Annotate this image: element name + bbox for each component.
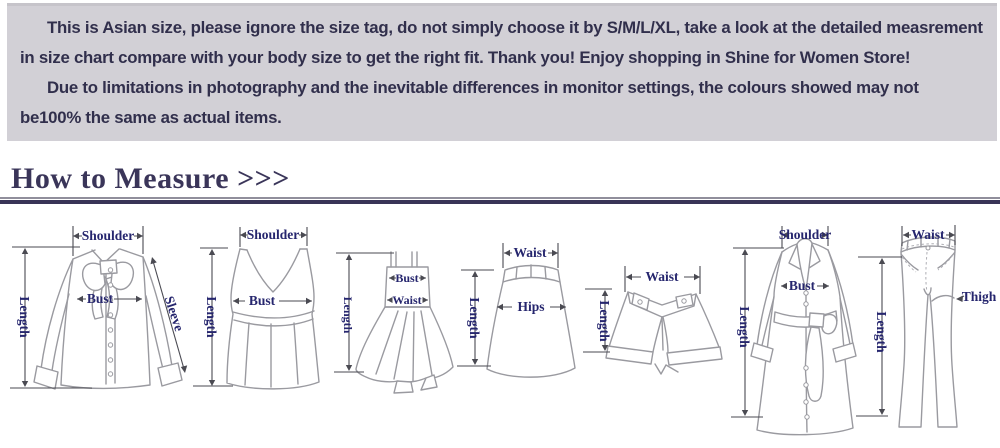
pants-waist-label: Waist: [911, 227, 945, 242]
tank-top-bust-label: Bust: [248, 293, 276, 308]
pants-length-label: Length: [874, 311, 889, 353]
coat-belt: [774, 311, 837, 401]
skirt-length-label: Length: [467, 297, 482, 339]
tank-top-drawing: [227, 249, 319, 389]
skirt-drawing: [487, 265, 575, 377]
diagram-blouse: [10, 226, 187, 389]
blouse-shoulder-label: Shoulder: [81, 228, 135, 243]
notice-paragraph-1: This is Asian size, please ignore the size tag, do not simply choose it by S/M/L/XL, take a look at the detailed measrement in size chart compare with your body size to get the right fit. Thank you! Enjoy shopping in Shine for Women Store!: [20, 18, 983, 67]
diagram-skirt: [457, 243, 575, 377]
measure-diagrams: [0, 210, 1000, 448]
pants-pockets: [901, 252, 955, 270]
tank-top-measurements: [193, 227, 312, 386]
blouse-length-label: Length: [17, 296, 32, 338]
pants-thigh-label: Thigh: [961, 289, 997, 304]
blouse-left-sleeve: [41, 259, 73, 371]
tank-top-vneck: [247, 249, 300, 292]
dress-skirt: [356, 307, 453, 382]
pants-drawing: [899, 237, 957, 427]
notice-paragraph-2: Due to limitations in photography and the inevitable differences in monitor settings, the colours showed may not be100% the same as actual items.: [20, 78, 919, 127]
coat-shoulder-label: Shoulder: [778, 227, 832, 242]
blouse-drawing: [34, 249, 182, 389]
dress-bust-label: Bust: [395, 271, 419, 285]
coat-length-label: Length: [737, 306, 752, 348]
dress-waist-label: Waist: [392, 293, 422, 307]
blouse-buttons: [108, 268, 112, 376]
diagram-shorts: [583, 266, 722, 374]
coat-right-sleeve: [828, 250, 853, 350]
blouse-bow: [83, 260, 134, 319]
tank-top-shoulder-label: Shoulder: [246, 227, 300, 242]
tank-top-length-label: Length: [204, 296, 219, 338]
blouse-sleeve-label: Sleeve: [161, 294, 187, 334]
section-rule-light: [0, 197, 1000, 199]
shorts-drawing: [606, 292, 722, 374]
tank-top-outline: [227, 249, 319, 389]
notice-box: [7, 3, 997, 141]
pants-legs: [899, 250, 957, 427]
diagram-coat: [731, 226, 856, 435]
shorts-waist-label: Waist: [645, 269, 679, 284]
coat-bust-label: Bust: [788, 278, 816, 293]
coat-drawing: [751, 239, 856, 435]
blouse-bust-label: Bust: [86, 291, 114, 306]
section-title: How to Measure >>>: [11, 162, 290, 195]
diagram-dress: [334, 252, 453, 393]
section-rule-dark: [0, 200, 1000, 204]
shorts-length-label: Length: [597, 300, 612, 342]
skirt-measurements: [457, 243, 566, 366]
diagram-tank-top: [193, 227, 319, 389]
skirt-body: [487, 282, 575, 377]
pants-thigh-line: [932, 296, 954, 301]
skirt-hips-label: Hips: [517, 299, 545, 314]
skirt-waist-label: Waist: [513, 245, 547, 260]
dress-length-label: Length: [341, 296, 355, 334]
diagram-pants: [856, 225, 997, 427]
